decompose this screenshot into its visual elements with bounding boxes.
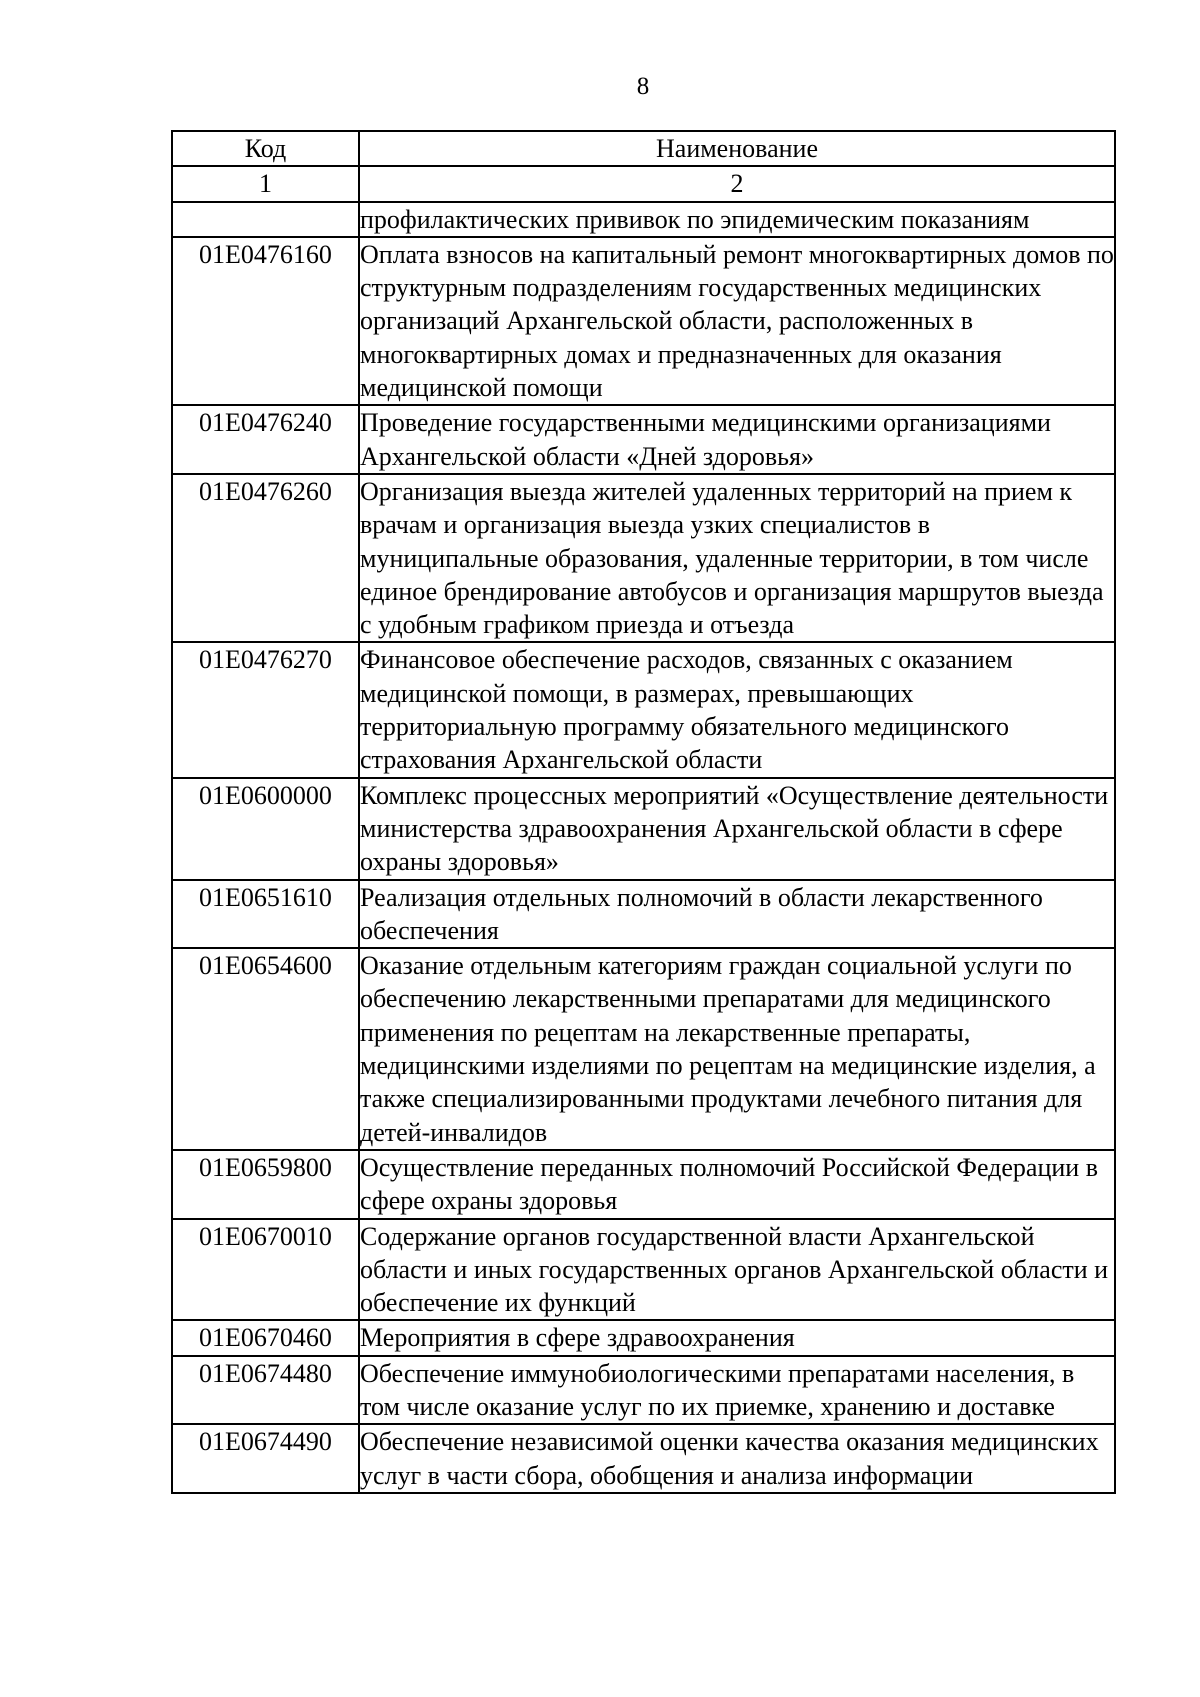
code-cell: 01Е0600000 (172, 778, 359, 880)
header-code: Код (172, 131, 359, 166)
name-cell: Мероприятия в сфере здравоохранения (359, 1320, 1115, 1355)
budget-codes-table (171, 130, 1116, 1494)
code-cell: 01Е0476240 (172, 405, 359, 474)
column-number-2: 2 (359, 166, 1115, 201)
name-cell: профилактических прививок по эпидемическим показаниям (359, 202, 1115, 237)
table-row (172, 474, 1115, 642)
table-row (172, 202, 1115, 237)
table-row (172, 1424, 1115, 1493)
code-cell: 01Е0476270 (172, 642, 359, 777)
table-row (172, 237, 1115, 405)
column-number-1: 1 (172, 166, 359, 201)
table-row (172, 1356, 1115, 1425)
code-cell: 01Е0476160 (172, 237, 359, 405)
table-row (172, 1150, 1115, 1219)
code-cell (172, 202, 359, 237)
header-name: Наименование (359, 131, 1115, 166)
table-row (172, 948, 1115, 1150)
code-cell: 01Е0674490 (172, 1424, 359, 1493)
table-row (172, 642, 1115, 777)
code-cell: 01Е0659800 (172, 1150, 359, 1219)
code-cell: 01Е0654600 (172, 948, 359, 1150)
page-number: 8 (636, 73, 650, 100)
table-body (172, 131, 1115, 1493)
code-cell: 01Е0670010 (172, 1219, 359, 1321)
column-number-row (172, 166, 1115, 201)
name-cell: Обеспечение независимой оценки качества оказания медицинских услуг в части сбора, обобщения и анализа информации (359, 1424, 1115, 1493)
name-cell: Комплекс процессных мероприятий «Осуществление деятельности министерства здравоохранения Архангельской области в сфере охраны здоровья» (359, 778, 1115, 880)
name-cell: Проведение государственными медицинскими организациями Архангельской области «Дней здоровья» (359, 405, 1115, 474)
table-header-row (172, 131, 1115, 166)
table-row (172, 405, 1115, 474)
name-cell: Обеспечение иммунобиологическими препаратами населения, в том числе оказание услуг по их приемке, хранению и доставке (359, 1356, 1115, 1425)
name-cell: Организация выезда жителей удаленных территорий на прием к врачам и организация выезда узких специалистов в муниципальные образования, удаленные территории, в том числе единое брендирование автобусов и организация маршрутов выезда с удобным графиком приезда и отъезда (359, 474, 1115, 642)
code-cell: 01Е0651610 (172, 880, 359, 949)
name-cell: Оплата взносов на капитальный ремонт многоквартирных домов по структурным подразделениям государственных медицинских организаций Архангельской области, расположенных в многоквартирных домах и предназначенных для оказания медицинской помощи (359, 237, 1115, 405)
name-cell: Осуществление переданных полномочий Российской Федерации в сфере охраны здоровья (359, 1150, 1115, 1219)
name-cell: Финансовое обеспечение расходов, связанных с оказанием медицинской помощи, в размерах, превышающих территориальную программу обязательного медицинского страхования Архангельской области (359, 642, 1115, 777)
table-row (172, 778, 1115, 880)
table-row (172, 1219, 1115, 1321)
name-cell: Оказание отдельным категориям граждан социальной услуги по обеспечению лекарственными препаратами для медицинского применения по рецептам на лекарственные препараты, медицинскими изделиями по рецептам на медицинские изделия, а также специализированными продуктами лечебного питания для детей-инвалидов (359, 948, 1115, 1150)
table-row (172, 880, 1115, 949)
code-cell: 01Е0670460 (172, 1320, 359, 1355)
table-row (172, 1320, 1115, 1355)
name-cell: Реализация отдельных полномочий в области лекарственного обеспечения (359, 880, 1115, 949)
code-cell: 01Е0476260 (172, 474, 359, 642)
code-cell: 01Е0674480 (172, 1356, 359, 1425)
name-cell: Содержание органов государственной власти Архангельской области и иных государственных органов Архангельской области и обеспечение их функций (359, 1219, 1115, 1321)
